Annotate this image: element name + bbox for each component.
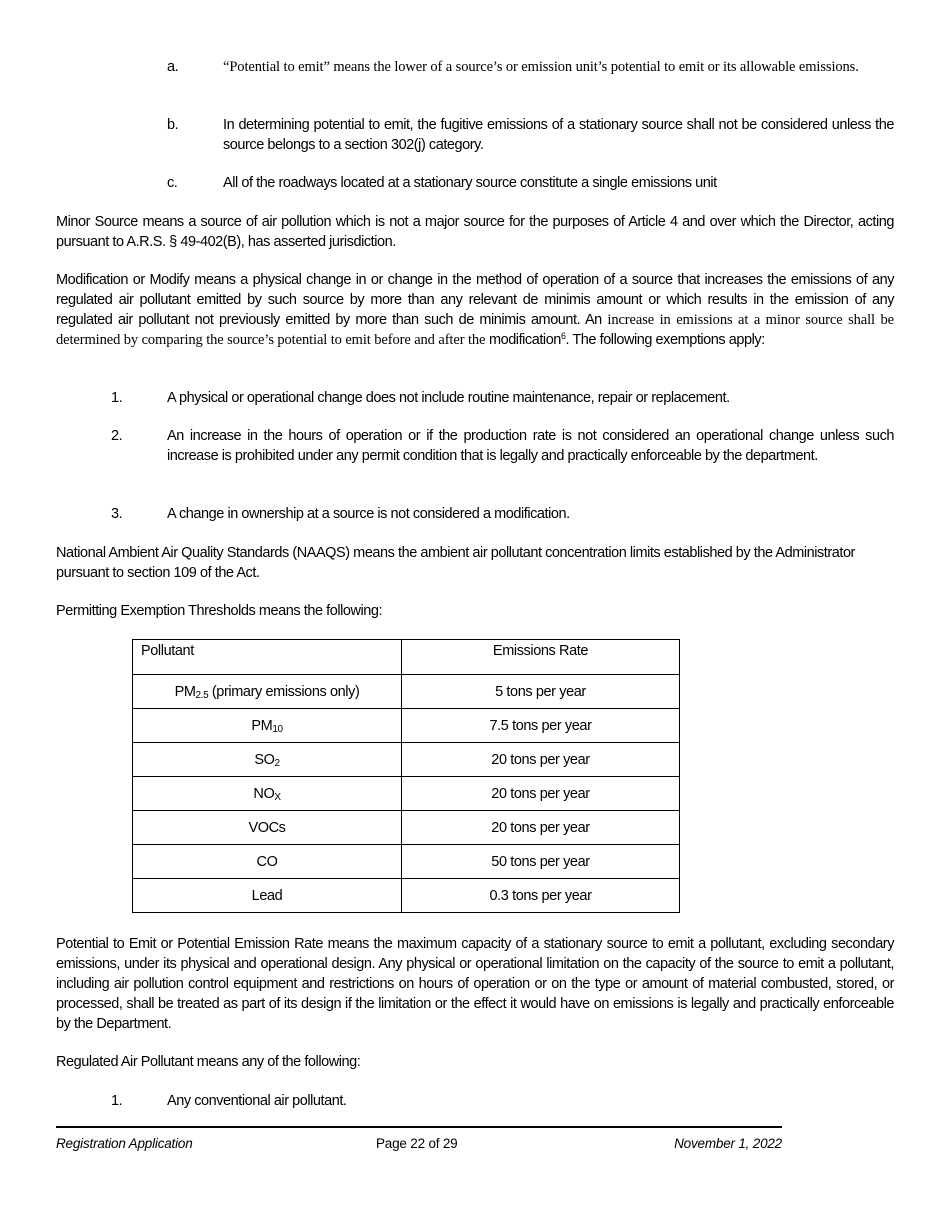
rate-cell: 50 tons per year bbox=[402, 845, 680, 879]
thresholds-table bbox=[132, 639, 680, 913]
modification-text-3: modification bbox=[488, 332, 561, 348]
list-item-text: All of the roadways located at a stationary source constitute a single emissions unit bbox=[223, 175, 717, 191]
rate-cell: 5 tons per year bbox=[402, 675, 680, 709]
list-label: a. bbox=[167, 59, 179, 75]
table-row bbox=[133, 777, 680, 811]
modification-text-1: Modification or Modify means a physical change in or change in the method of operation of a source that increases the emissions of any regulated air pollutant emitted by such source by more than any relevant de minimis amount or which results in the emission of any regulated air pollutant not previously emitted by more than such de minimis amount. An bbox=[56, 272, 894, 328]
footnote-marker: 6 bbox=[560, 331, 566, 341]
table-row bbox=[133, 709, 680, 743]
pollutant-cell: $NO_X$ bbox=[133, 777, 402, 811]
pollutant-cell: $SO_2$ bbox=[133, 743, 402, 777]
list-item-text: Any conventional air pollutant. bbox=[167, 1093, 347, 1109]
permitting-thresholds-intro: Permitting Exemption Thresholds means the following: bbox=[56, 603, 383, 619]
list-label: 1. bbox=[111, 1093, 123, 1109]
naaqs-definition: National Ambient Air Quality Standards (NAAQS) means the ambient air pollutant concentration limits established by the Administrator pursuant to section 109 of the Act. bbox=[56, 545, 855, 581]
pollutant-cell: $PM_{10}$ bbox=[133, 709, 402, 743]
footer-page-number: Page 22 of 29 bbox=[376, 1136, 458, 1151]
rate-cell: 20 tons per year bbox=[402, 777, 680, 811]
rate-cell: 0.3 tons per year bbox=[402, 879, 680, 913]
list-item-text: A physical or operational change does not include routine maintenance, repair or replacement. bbox=[167, 390, 730, 406]
list-item-text: In determining potential to emit, the fugitive emissions of a stationary source shall not be considered unless the source belongs to a section 302(j) category. bbox=[223, 117, 894, 153]
list-item-text: A change in ownership at a source is not considered a modification. bbox=[167, 506, 570, 522]
footer-document-title: Registration Application bbox=[56, 1136, 193, 1151]
list-label: b. bbox=[167, 117, 179, 133]
rate-cell: 20 tons per year bbox=[402, 811, 680, 845]
list-item-text: “Potential to emit” means the lower of a source’s or emission unit’s potential to emit or its allowable emissions. bbox=[223, 59, 859, 75]
modification-text-4: . The following exemptions apply: bbox=[565, 332, 765, 348]
pollutant-cell: CO bbox=[133, 845, 402, 879]
table-header-row bbox=[133, 640, 680, 675]
pollutant-cell: Lead bbox=[133, 879, 402, 913]
list-label: 1. bbox=[111, 390, 123, 406]
table-row bbox=[133, 811, 680, 845]
rate-cell: 7.5 tons per year bbox=[402, 709, 680, 743]
rate-cell: 20 tons per year bbox=[402, 743, 680, 777]
table-row bbox=[133, 743, 680, 777]
minor-source-definition: Minor Source means a source of air pollution which is not a major source for the purposes of Article 4 and over which the Director, acting pursuant to A.R.S. § 49-402(B), has asserted jurisdiction. bbox=[56, 214, 894, 250]
list-label: 3. bbox=[111, 506, 123, 522]
footer-rule bbox=[56, 1126, 782, 1128]
list-label: c. bbox=[167, 175, 178, 191]
modification-text-2: increase in emissions at a minor source shall be determined by comparing the source’s potential to emit before and after the bbox=[56, 312, 894, 348]
modification-definition bbox=[56, 270, 894, 350]
pte-definition: Potential to Emit or Potential Emission Rate means the maximum capacity of a stationary source to emit a pollutant, excluding secondary emissions, under its physical and operational design. Any physical or operational limitation on the capacity of the source to emit a pollutant, including air pollution control equipment and restrictions on hours of operation or on the type or amount of material combusted, stored, or processed, shall be treated as part of its design if the limitation or the effect it would have on emissions is legally and practically enforceable by the Department. bbox=[56, 936, 894, 1032]
table-row bbox=[133, 879, 680, 913]
table-header-pollutant: Pollutant bbox=[133, 640, 402, 675]
list-label: 2. bbox=[111, 428, 123, 444]
table-header-rate: Emissions Rate bbox=[402, 640, 680, 675]
footer-date: November 1, 2022 bbox=[674, 1136, 782, 1151]
pollutant-cell: $PM_{2.5}$ (primary emissions only) bbox=[133, 675, 402, 709]
regulated-pollutant-intro: Regulated Air Pollutant means any of the following: bbox=[56, 1054, 361, 1070]
pollutant-cell: VOCs bbox=[133, 811, 402, 845]
table-row bbox=[133, 675, 680, 709]
table-row bbox=[133, 845, 680, 879]
list-item-text: An increase in the hours of operation or if the production rate is not considered an operational change unless such increase is prohibited under any permit condition that is legally and practically enforceable by the department. bbox=[167, 428, 894, 464]
